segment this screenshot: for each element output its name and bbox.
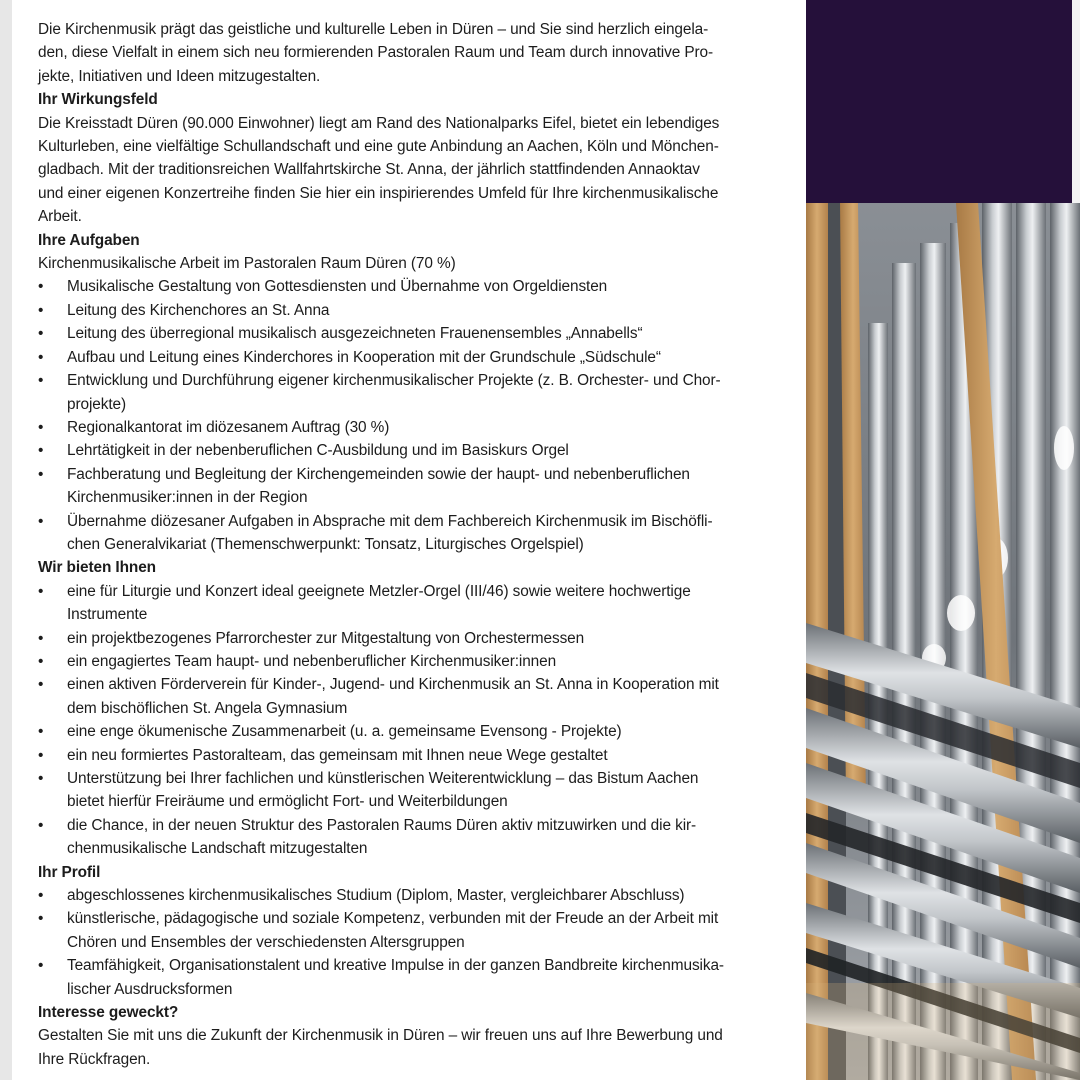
list-item (38, 650, 786, 673)
bullet-icon: • (38, 723, 44, 741)
job-posting-text (38, 18, 786, 1071)
list-item (38, 580, 786, 627)
bullet-icon: • (38, 746, 44, 764)
page-margin (0, 0, 12, 1080)
list-item-text: ein projektbezogenes Pfarrorchester zur Mitgestaltung von Orchestermessen (67, 629, 585, 647)
list-item-text: Entwicklung und Durchführung eigener kirchenmusikalischer Projekte (z. B. Orchester- und Chor- projekte) (67, 372, 721, 413)
list-item-text: künstlerische, pädagogische und soziale Kompetenz, verbunden mit der Freude an der Arbeit mit Chören und Ensembles der verschiedensten Altersgruppen (67, 910, 719, 951)
intro-paragraph: Die Kirchenmusik prägt das geistliche und kulturelle Leben in Düren – und Sie sind herzlich eingela- den, diese Vielfalt in einem sich neu formierenden Pastoralen Raum und Team durch innovative Pro- jekte, Initiativen und Ideen mitzugestalten. (38, 21, 714, 85)
list-item (38, 673, 786, 720)
bullet-icon: • (38, 442, 44, 460)
list-item (38, 720, 786, 743)
bullet-icon: • (38, 957, 44, 975)
bullet-icon: • (38, 887, 44, 905)
purple-band (806, 0, 1080, 203)
list-item-text: ein neu formiertes Pastoralteam, das gemeinsam mit Ihnen neue Wege gestaltet (67, 746, 608, 764)
list-item-text: abgeschlossenes kirchenmusikalisches Studium (Diplom, Master, vergleichbarer Abschluss) (67, 887, 685, 905)
bullet-icon: • (38, 278, 44, 296)
bullet-icon: • (38, 325, 44, 343)
bullet-icon: • (38, 816, 44, 834)
list-item (38, 767, 786, 814)
list-item-text: Regionalkantorat im diözesanem Auftrag (30 %) (67, 418, 390, 436)
interesse-paragraph: Gestalten Sie mit uns die Zukunft der Kirchenmusik in Düren – wir freuen uns auf Ihre Bewerbung und Ihre Rückfragen. (38, 1027, 723, 1068)
sidebar-decoration (806, 0, 1080, 1080)
list-item-text: Übernahme diözesaner Aufgaben in Absprache mit dem Fachbereich Kirchenmusik im Bischöfli- chen Generalvikariat (Themenschwerpunkt: Tonsatz, Liturgisches Orgelspiel) (67, 512, 713, 553)
list-item-text: eine enge ökumenische Zusammenarbeit (u. a. gemeinsame Evensong - Projekte) (67, 723, 622, 741)
aufgaben-subtitle: Kirchenmusikalische Arbeit im Pastoralen Raum Düren (70 %) (38, 255, 456, 273)
list-item (38, 954, 786, 1001)
angebot-list (38, 580, 786, 861)
list-item (38, 814, 786, 861)
bullet-icon: • (38, 465, 44, 483)
list-item (38, 510, 786, 557)
list-item-text: Unterstützung bei Ihrer fachlichen und künstlerischen Weiterentwicklung – das Bistum Aachen bietet hierfür Freiräume und ermöglicht Fort- und Weiterbildungen (67, 770, 699, 811)
list-item-text: Musikalische Gestaltung von Gottesdiensten und Übernahme von Orgeldiensten (67, 278, 608, 296)
list-item-text: Leitung des Kirchenchores an St. Anna (67, 301, 330, 319)
heading-interesse: Interesse geweckt? (38, 1004, 179, 1022)
bullet-icon: • (38, 372, 44, 390)
list-item (38, 346, 786, 369)
profil-list (38, 884, 786, 1001)
list-item (38, 907, 786, 954)
organ-pipes-photo (806, 203, 1080, 1080)
list-item (38, 322, 786, 345)
list-item (38, 627, 786, 650)
list-item (38, 439, 786, 462)
list-item (38, 275, 786, 298)
bullet-icon: • (38, 770, 44, 787)
list-item (38, 369, 786, 416)
list-item-text: eine für Liturgie und Konzert ideal geeignete Metzler-Orgel (III/46) sowie weitere hochwertige Instrumente (67, 582, 691, 624)
bullet-icon: • (38, 301, 44, 319)
page-edge (1072, 0, 1080, 203)
bullet-icon: • (38, 629, 44, 647)
list-item-text: einen aktiven Förderverein für Kinder-, Jugend- und Kirchenmusik an St. Anna in Kooperation mit dem bischöflichen St. Angela Gymnasium (67, 676, 719, 717)
list-item (38, 416, 786, 439)
bullet-icon: • (38, 348, 44, 366)
heading-profil: Ihr Profil (38, 863, 101, 881)
heading-wirkungsfeld: Ihr Wirkungsfeld (38, 91, 158, 109)
bullet-icon: • (38, 652, 44, 670)
bullet-icon: • (38, 512, 44, 530)
list-item-text: die Chance, in der neuen Struktur des Pastoralen Raums Düren aktiv mitzuwirken und die kir- chenmusikalische Landschaft mitzugestalten (67, 816, 697, 858)
heading-aufgaben: Ihre Aufgaben (38, 231, 140, 249)
list-item (38, 884, 786, 907)
bullet-icon: • (38, 418, 44, 436)
bullet-icon: • (38, 582, 44, 600)
wirkungsfeld-paragraph: Die Kreisstadt Düren (90.000 Einwohner) liegt am Rand des Nationalparks Eifel, bietet ein lebendiges Kulturleben, eine vielfältige Schullandschaft und eine gute Anbindung an Aachen, Köln und Mönchen- gladbach. Mit der traditionsreichen Wallfahrtskirche St. Anna, der jährlich stattfindenden Annaoktav und einer eigenen Konzertreihe finden Sie hier ein inspirierendes Umfeld für Ihre kirchenmusikalische Arbeit. (38, 114, 720, 226)
list-item (38, 299, 786, 322)
bullet-icon: • (38, 910, 44, 928)
heading-angebot: Wir bieten Ihnen (38, 559, 156, 577)
aufgaben-list (38, 275, 786, 556)
list-item-text: Lehrtätigkeit in der nebenberuflichen C-Ausbildung und im Basiskurs Orgel (67, 442, 569, 460)
list-item-text: ein engagiertes Team haupt- und nebenberuflicher Kirchenmusiker:innen (67, 652, 557, 670)
list-item-text: Aufbau und Leitung eines Kinderchores in Kooperation mit der Grundschule „Südschule“ (67, 348, 661, 366)
list-item (38, 744, 786, 767)
list-item-text: Teamfähigkeit, Organisationstalent und kreative Impulse in der ganzen Bandbreite kirchenmusika- lischer Ausdrucksformen (67, 957, 724, 998)
bullet-icon: • (38, 676, 44, 694)
list-item (38, 463, 786, 510)
list-item-text: Leitung des überregional musikalisch ausgezeichneten Frauenensembles „Annabells“ (67, 325, 643, 343)
list-item-text: Fachberatung und Begleitung der Kirchengemeinden sowie der haupt- und nebenberuflichen Kirchenmusiker:innen in der Region (67, 465, 690, 507)
